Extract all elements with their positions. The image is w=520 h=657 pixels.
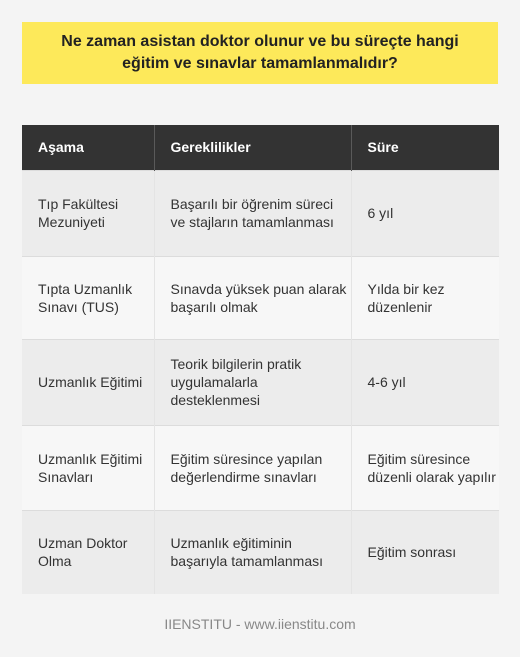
column-header-duration: Süre — [367, 139, 399, 156]
footer-credit: IIENSTITU - www.iienstitu.com — [164, 616, 356, 632]
table-row — [22, 339, 499, 425]
table-row — [22, 256, 499, 339]
cell-duration: Eğitim sonrası — [351, 510, 499, 594]
title-banner — [22, 22, 498, 84]
cell-stage: Tıpta Uzmanlık Sınavı (TUS) — [22, 256, 154, 339]
cell-duration: 4-6 yıl — [351, 339, 499, 425]
column-header-requirements: Gereklilikler — [154, 125, 351, 170]
cell-stage: Uzmanlık Eğitimi Sınavları — [22, 425, 154, 510]
table-row — [22, 170, 499, 256]
table-row — [22, 425, 499, 510]
cell-duration: Eğitim süresince düzenli olarak yapılır — [351, 425, 499, 510]
cell-requirements: Başarılı bir öğrenim süreci ve stajların tamamlanması — [154, 170, 351, 256]
table-header-row — [22, 125, 499, 170]
table-row — [22, 510, 499, 594]
cell-requirements: Eğitim süresince yapılan değerlendirme sınavları — [154, 425, 351, 510]
cell-requirements: Teorik bilgilerin pratik uygulamalarla desteklenmesi — [154, 339, 351, 425]
cell-stage: Tıp Fakültesi Mezuniyeti — [22, 170, 154, 256]
page-title: Ne zaman asistan doktor olunur ve bu süreçte hangi eğitim ve sınavlar tamamlanmalıdır? — [61, 33, 459, 72]
cell-stage: Uzman Doktor Olma — [22, 510, 154, 594]
cell-duration: Yılda bir kez düzenlenir — [351, 256, 499, 339]
requirements-table — [22, 125, 499, 594]
cell-requirements: Sınavda yüksek puan alarak başarılı olmak — [154, 256, 351, 339]
column-header-stage: Aşama — [22, 125, 154, 170]
cell-duration: 6 yıl — [351, 170, 499, 256]
cell-requirements: Uzmanlık eğitiminin başarıyla tamamlanması — [154, 510, 351, 594]
cell-stage: Uzmanlık Eğitimi — [22, 339, 154, 425]
